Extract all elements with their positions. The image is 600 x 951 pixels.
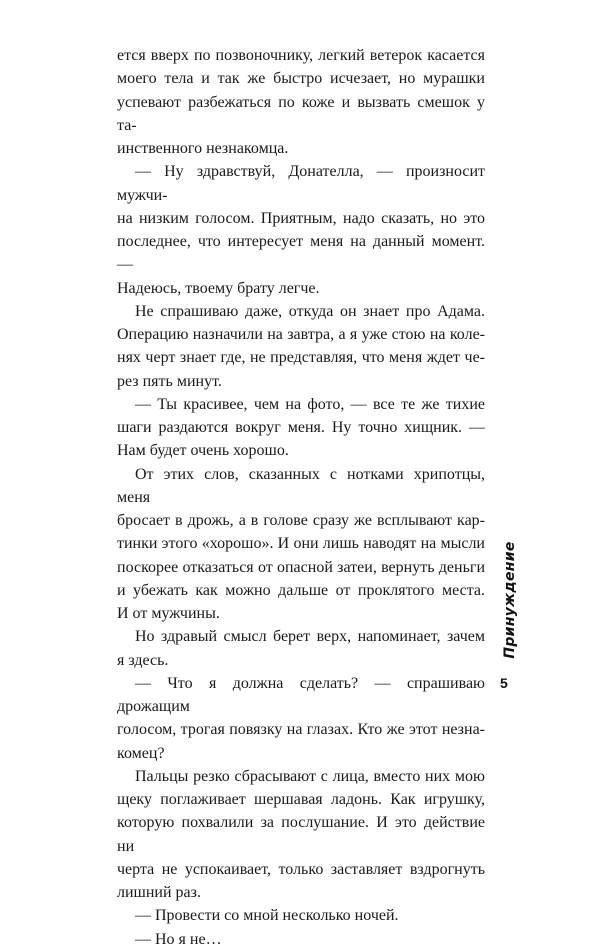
running-title <box>496 540 524 660</box>
text-line: моего тела и так же быстро исчезает, но мурашки <box>117 70 485 88</box>
text-line: успевают разбежаться по коже и вызвать смешок у та- <box>117 93 485 134</box>
text-line: — Но я не… <box>135 930 222 948</box>
text-line: И от мужчины. <box>117 605 220 622</box>
text-line: поскорее отказаться от опасной затеи, вернуть деньги <box>117 558 485 576</box>
text-line: Нам будет очень хорошо. <box>117 442 289 460</box>
running-title-text: Принуждение <box>502 541 518 659</box>
text-line: ется вверх по позвоночнику, легкий ветерок касается <box>117 47 485 64</box>
text-line: комец? <box>117 744 165 762</box>
text-line: бросает в дрожь, а в голове сразу же всплывают кар- <box>117 512 485 529</box>
text-line: последнее, что интересует меня на данный момент. — <box>117 233 485 274</box>
text-line: шаги раздаются вокруг меня. Ну точно хищник. — <box>117 419 485 436</box>
text-line: на низким голосом. Приятным, надо сказать, но это <box>117 209 485 227</box>
text-line: — Ты красивее, чем на фото, — все те же тихие <box>135 395 485 413</box>
text-line: Операцию назначили на завтра, а я уже стою на коле- <box>117 326 485 343</box>
text-line: рез пять минут. <box>117 372 222 390</box>
body-text <box>117 44 485 951</box>
text-line: голосом, трогая повязку на глазах. Кто же этот незна- <box>117 721 485 739</box>
text-line: я здесь. <box>117 651 169 669</box>
text-line: Но здравый смысл берет верх, напоминает, зачем <box>135 628 485 646</box>
text-line: От этих слов, сказанных с нотками хрипотцы, меня <box>117 465 485 506</box>
text-line: — Ну здравствуй, Донателла, — произносит мужчи- <box>117 163 485 204</box>
text-line: лишний раз. <box>117 884 201 901</box>
text-line: нях черт знает где, не представляя, что меня ждет че- <box>117 349 485 367</box>
text-line: Не спрашиваю даже, откуда он знает про Адама. <box>135 302 485 320</box>
text-line: инственного незнакомца. <box>117 140 289 157</box>
text-line: черта не успокаивает, только заставляет вздрогнуть <box>117 860 485 878</box>
text-line: Надеюсь, твоему брату легче. <box>117 279 320 297</box>
text-line: — Провести со мной несколько ночей. <box>135 907 399 925</box>
text-line: тинки этого «хорошо». И они лишь наводят на мысли <box>117 535 485 553</box>
page-number: 5 <box>500 675 508 691</box>
text-line: Пальцы резко сбрасывают с лица, вместо них мою <box>135 767 485 785</box>
text-line: которую похвалили за послушание. И это действие ни <box>117 814 485 855</box>
text-line: — Что я должна сделать? — спрашиваю дрожащим <box>117 674 485 715</box>
text-line: и убежать как можно дальше от проклятого места. <box>117 581 485 599</box>
text-line: щеку поглаживает шершавая ладонь. Как игрушку, <box>117 791 485 808</box>
